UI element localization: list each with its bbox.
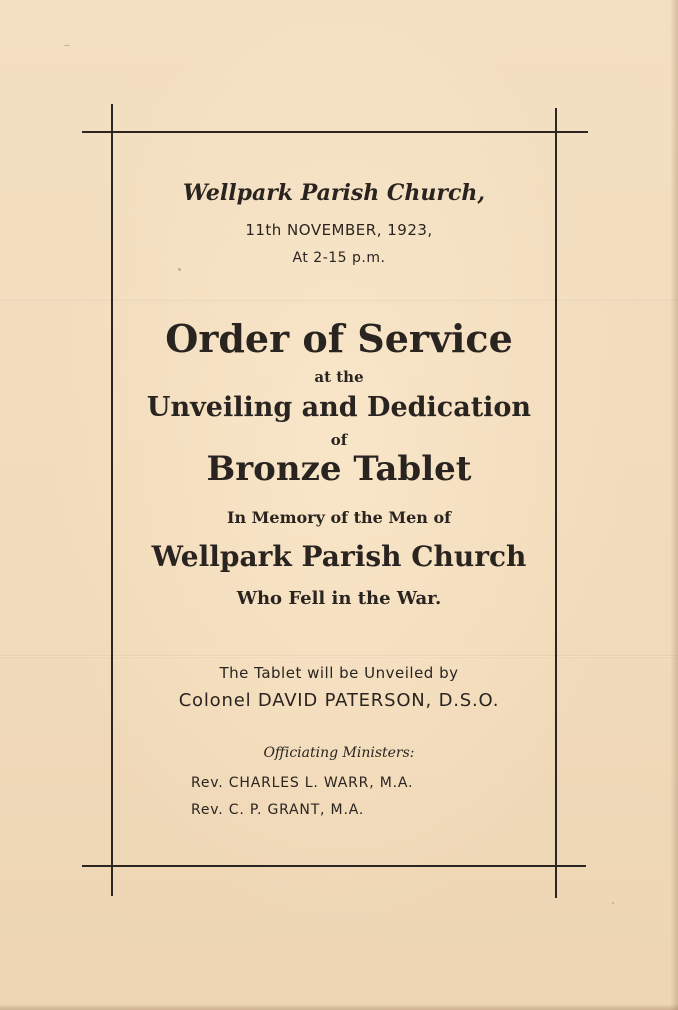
title-bronze-tablet: Bronze Tablet <box>206 449 472 489</box>
service-time: At 2-15 p.m. <box>292 250 386 266</box>
page-edge-shadow-right <box>670 0 678 1010</box>
fold-crease-lower <box>0 655 678 658</box>
fold-crease-upper <box>0 300 678 303</box>
title-connector-at-the: at the <box>314 368 364 386</box>
frame-rule-top <box>82 131 588 133</box>
service-date: 11th NOVEMBER, 1923, <box>245 221 433 239</box>
unveiler-name: Colonel DAVID PATERSON, D.S.O. <box>178 690 500 711</box>
unveiled-by-line: The Tablet will be Unveiled by <box>219 664 459 682</box>
title-who-fell: Who Fell in the War. <box>236 588 442 609</box>
minister-name: Rev. CHARLES L. WARR, M.A. <box>191 775 414 791</box>
ministers-heading: Officiating Ministers: <box>263 745 415 761</box>
title-church-name: Wellpark Parish Church <box>151 540 527 573</box>
title-unveiling-dedication: Unveiling and Dedication <box>146 392 532 423</box>
church-heading: Wellpark Parish Church, <box>182 180 486 206</box>
title-connector-of: of <box>330 431 348 449</box>
title-in-memory: In Memory of the Men of <box>226 508 452 527</box>
page-edge-shadow-bottom <box>0 1004 678 1010</box>
paper-speck <box>612 902 614 904</box>
minister-name: Rev. C. P. GRANT, M.A. <box>191 802 365 818</box>
page-title: Order of Service <box>165 316 513 361</box>
paper-speck <box>178 268 181 271</box>
paper-speck <box>64 45 70 46</box>
frame-rule-bottom <box>82 865 586 867</box>
